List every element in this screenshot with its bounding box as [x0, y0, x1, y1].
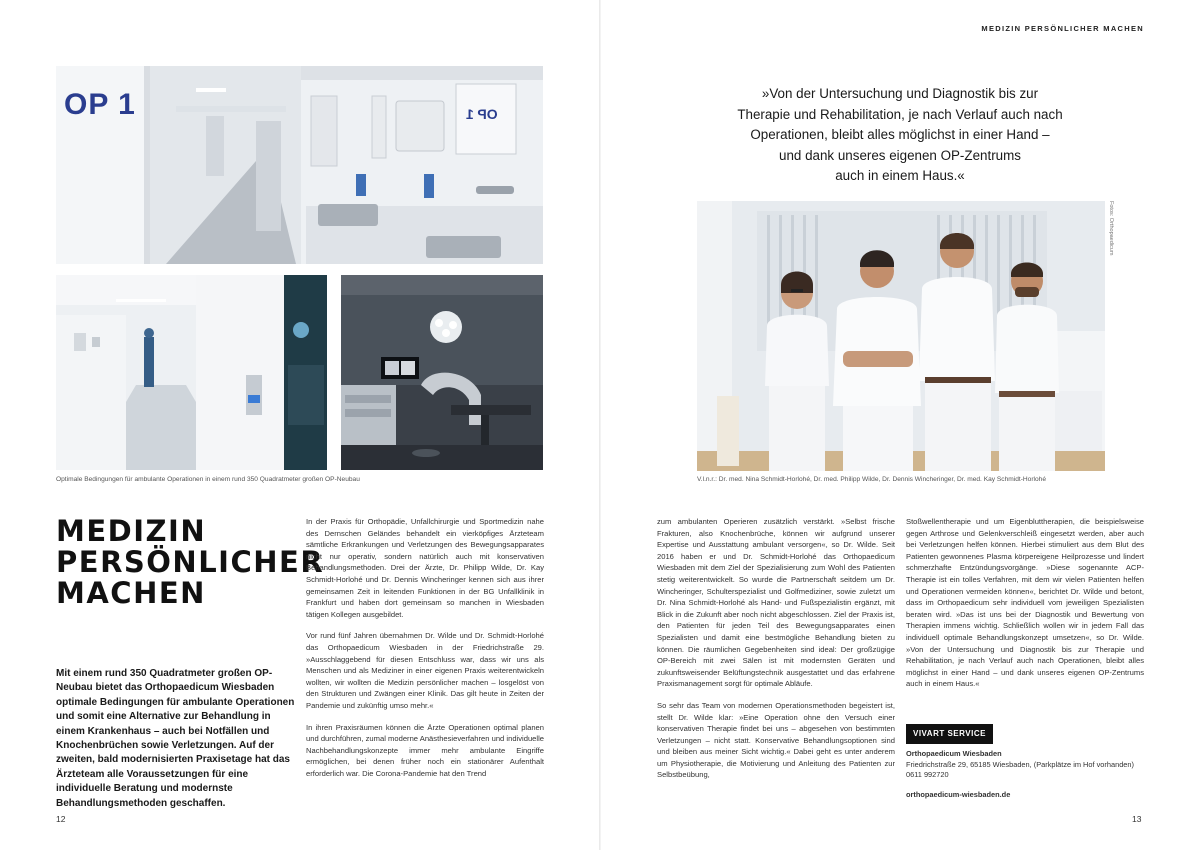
- body-paragraph: zum ambulanten Operieren zusätzlich verstärkt. »Selbst frische Frakturen, also Knochenbrüche, können wir aufgrund unserer Expertise und Ausstattung ambulant versorgen«, so Dr. Wilde. Seit 2016 haben er und Dr. Schmidt-Horlohé das Orthopaedicum Wiesbaden mit dem Ziel der Spezialisierung zum Wohl des Patienten stetig weiterentwickelt. So wurde die Partnerschaft seitdem um Dr. Wincheringer, Schulterspezialist und Golfmediziner, sowie zuletzt um Dr. Nina Schmidt-Horlohé als Hand- und Fußspezialistin ergänzt, mit Blick in die Zukunft aber noch nicht abgeschlossen. Ziel der Praxis ist, den Patienten für jeden Teil des Bewegungsapparates einen Spezialisten und damit eine bestmögliche Behandlung bieten zu können. Die räumlichen Gegebenheiten sind ideal: Der großzügige OP-Bereich mit zwei Sälen ist mit modernsten Geräten und zukunftsweisender Belüftungstechnik ausgestattet und das erfahrene Praxismanagement sorgt für optimale Abläufe.: [657, 517, 895, 689]
- body-paragraph: Stoßwellentherapie und um Eigenbluttherapien, die beispielsweise gegen Arthrose und Gelenkverschleiß eingesetzt werden, aber auch bei Verletzungen helfen können. Hierbei stimuliert aus dem Blut des Patienten gewonnenes Plasma körpereigene Heilprozesse und lindert schmerzhafte Entzündungsvorgänge. »Diese sogenannte ACP-Therapie ist ein tolles Verfahren, mit dem wir vielen Patienten helfen und Operationen vermeiden können«, berichtet Dr. Wilde und betont, dass im Orthopaedicum sehr individuell vom jeweiligen Spezialisten beraten wird. »Das ist uns bei der Diagnostik und Bewertung von Therapien immens wichtig. Schließlich wollen wir in jedem Fall das individuell optimale Behandlungskonzept umsetzen«, so Dr. Wilde. »Von der Untersuchung und Diagnostik bis zur Therapie und Rehabilitation, je nach Verlauf auch nach Operationen, bleibt alles möglichst in einer Hand – und dank unseres eigenen OP-Zentrums auch in einem Haus.«: [906, 517, 1144, 689]
- photo-operating-room: [341, 275, 543, 470]
- body-paragraph: In der Praxis für Orthopädie, Unfallchirurgie und Sportmedizin nahe des Dernschen Geländes behandelt ein vierköpfiges Ärzteteam sämtliche Erkrankungen und Verletzungen des Bewegungsapparates nicht nur operativ, sondern natürlich auch mit konservativen Behandlungsmethoden. Drei der Ärzte, Dr. Philipp Wilde, Dr. Kay Schmidt-Horlohé und Dr. Dennis Wincheringer kennen sich aus ihrer gemeinsamen Zeit in leitenden Funktionen in der BG Unfallklinik in Frankfurt und haben dort gemeinsam so manchen in Wiesbaden tätigen Kollegen ausgebildet.: [306, 517, 544, 619]
- pull-quote-line: »Von der Untersuchung und Diagnostik bis zur: [761, 86, 1039, 101]
- pull-quote-line: Operationen, bleibt alles möglichst in einer Hand –: [750, 127, 1050, 142]
- headline-line: PERSÖNLICHER: [56, 545, 325, 579]
- service-name: Orthopaedicum Wiesbaden: [906, 749, 1002, 758]
- photo-op-corridor: [56, 66, 543, 264]
- page-number-right: 13: [1132, 814, 1142, 824]
- service-box: [906, 749, 1146, 800]
- spine-gutter: [599, 0, 601, 850]
- service-phone: 0611 992720: [906, 770, 949, 779]
- running-head: MEDIZIN PERSÖNLICHER MACHEN: [981, 24, 1144, 33]
- service-address: Friedrichstraße 29, 65185 Wiesbaden, (Parkplätze im Hof vorhanden): [906, 759, 1134, 769]
- body-column-1: [306, 516, 544, 789]
- headline-line: MACHEN: [56, 576, 206, 610]
- body-column-3: [906, 516, 1144, 700]
- pull-quote-line: auch in einem Haus.«: [835, 168, 965, 183]
- body-paragraph: Vor rund fünf Jahren übernahmen Dr. Wilde und Dr. Schmidt-Horlohé das Orthopaedicum Wiesbaden in der Friedrichstraße 29. »Ausschlaggebend für diesen Entschluss war, dass wir uns als Menschen und als Mediziner in einer eigenen Praxis weiterentwickeln wollten, wir wollten die Medizin persönlicher machen – losgelöst von den Strukturen und Zwängen einer Klinik. Das gilt heute in Zeiten der Pandemie und zukünftig umso mehr.«: [306, 631, 544, 710]
- service-website-link[interactable]: orthopaedicum-wiesbaden.de: [906, 789, 1011, 799]
- photo-credit: Fotos: Orthopaedicum: [1108, 201, 1114, 256]
- caption-right: V.l.n.r.: Dr. med. Nina Schmidt-Horlohé, Dr. med. Philipp Wilde, Dr. Dennis Wincheringer, Dr. med. Kay Schmidt-Horlohé: [697, 476, 1046, 483]
- body-paragraph: So sehr das Team von modernen Operationsmethoden begeistert ist, stellt Dr. Wilde klar: »Eine Operation ohne den Versuch einer konservativen Therapie findet bei uns – abgesehen von bestimmten Verletzungen – nicht statt. Konservative Behandlungsoptionen sind und bleiben aus meiner Sicht wichtig.« Dabei geht es unter anderem um Physiotherapie, die Motivierung und Anleitung des Patienten zur Selbstbeübung,: [657, 700, 895, 780]
- body-column-2: [657, 516, 895, 791]
- body-paragraph: In ihren Praxisräumen können die Ärzte Operationen optimal planen und durchführen, zumal moderne Anästhesieverfahren und individuelle Nachbehandlungskonzepte immer mehr ambulante Eingriffe ermöglichen, bei denen früher noch ein stationärer Aufenthalt erforderlich war. Die Corona-Pandemie hat den Trend: [306, 722, 544, 778]
- headline: [56, 514, 325, 610]
- lead-paragraph: Mit einem rund 350 Quadratmeter großen OP-Neubau bietet das Orthopaedicum Wiesbaden optimale Bedingungen für ambulante Operationen und somit eine Alternative zur Behandlung in einem Krankenhaus – auch bei Notfällen und Knochenbrüchen sowie Verletzungen. Auf der zweiten, bald modernisierten Praxisetage hat das Ärzteteam alle Voraussetzungen für eine individuelle Beratung und modernste Behandlungsmethoden geschaffen.: [56, 668, 295, 809]
- pull-quote-line: und dank unseres eigenen OP-Zentrums: [779, 147, 1021, 163]
- service-badge: VIVART SERVICE: [906, 724, 993, 744]
- headline-line: MEDIZIN: [56, 514, 207, 548]
- pull-quote: [700, 84, 1100, 187]
- photo-op-hallway: [56, 275, 327, 470]
- op-sign: OP 1: [64, 88, 136, 121]
- caption-left: Optimale Bedingungen für ambulante Operationen in einem rund 350 Quadratmeter großen OP-Neubau: [56, 476, 360, 483]
- pull-quote-line: Therapie und Rehabilitation, je nach Verlauf auch nach: [737, 106, 1063, 122]
- op-sign-mirror: OP 1: [466, 106, 498, 122]
- page-number-left: 12: [56, 814, 66, 824]
- photo-team: [697, 201, 1105, 471]
